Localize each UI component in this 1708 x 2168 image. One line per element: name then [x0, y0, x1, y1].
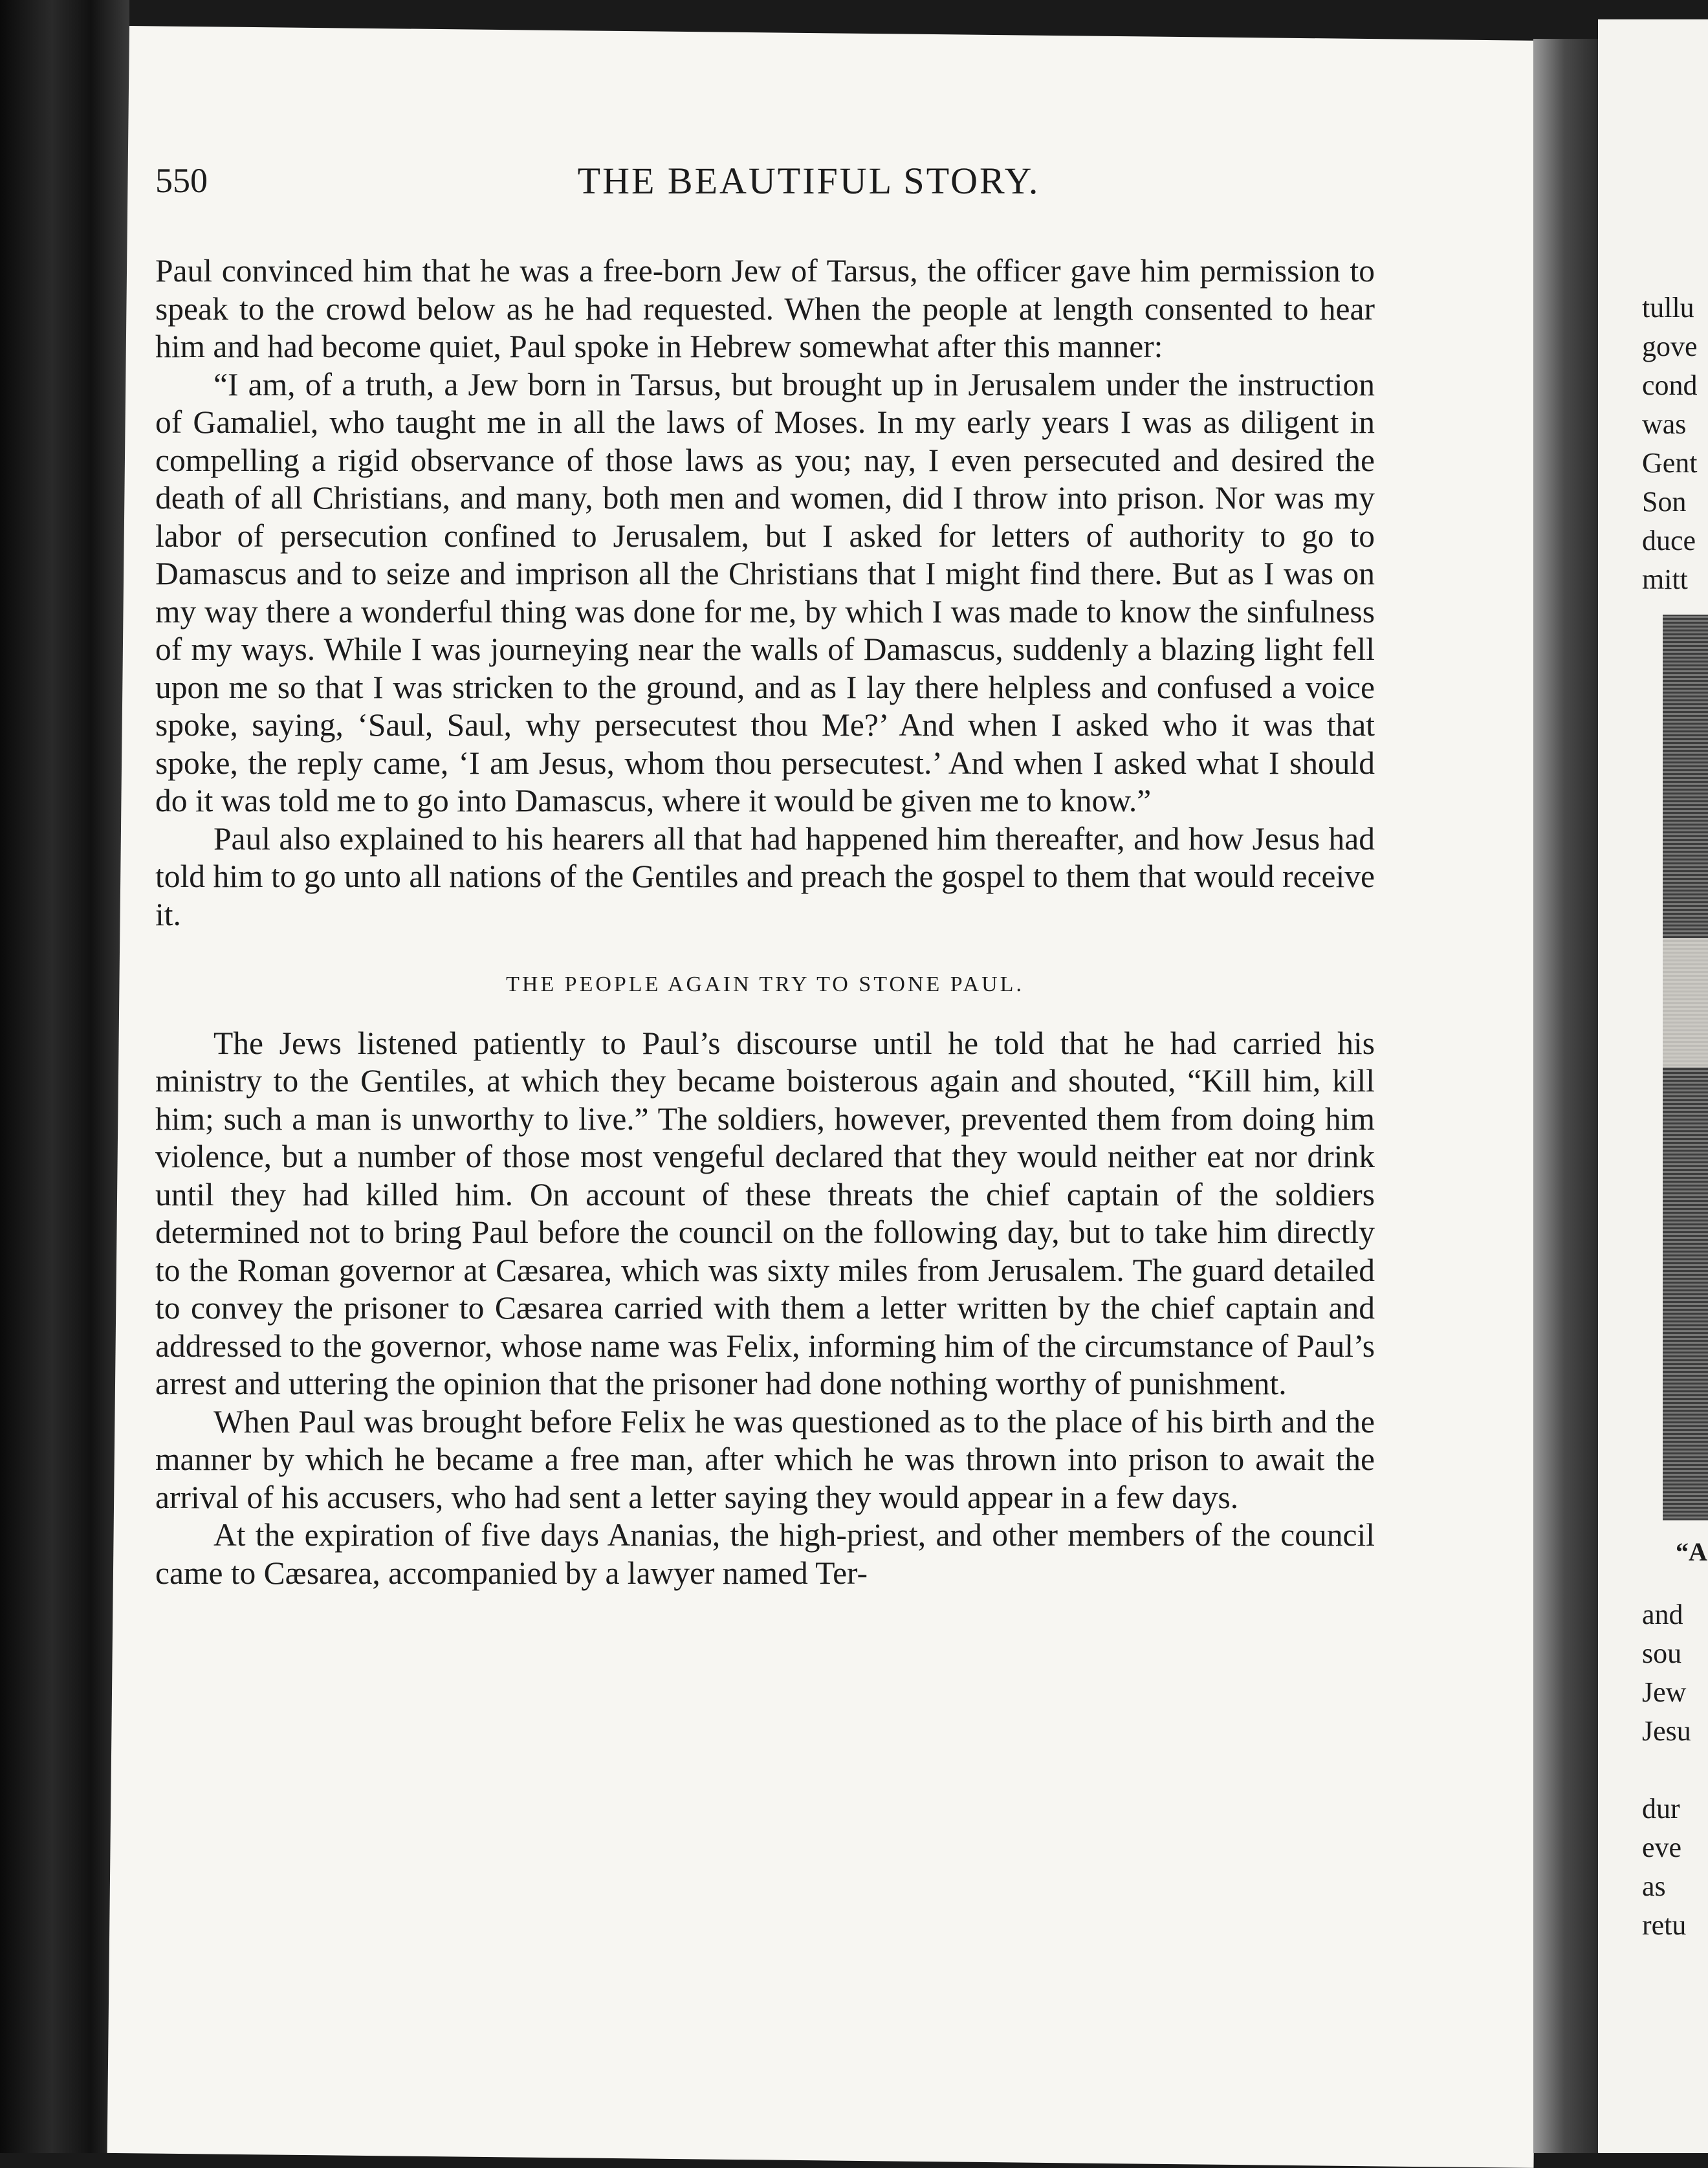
facing-page-line: Jesu [1642, 1715, 1691, 1747]
facing-page-caption: “A [1676, 1537, 1707, 1566]
paragraph: Paul also explained to his hearers all that had happened him thereafter, and how Jesus had told him to go unto all nations of the Gentiles and preach the gospel to them that would receive it. [155, 820, 1375, 932]
facing-page-line: Son [1642, 486, 1687, 518]
paragraph: At the expiration of five days Ananias, the high-priest, and other members of the council came to Cæsarea, accompanied by a lawyer named Ter- [155, 1517, 1375, 1591]
body-text [155, 252, 1375, 1592]
facing-page-line: was [1642, 408, 1687, 440]
paragraph: Paul convinced him that he was a free-born Jew of Tarsus, the officer gave him permission to speak to the crowd below as he had requested. When the people at length consented to hear him and had become quiet, Paul spoke in Hebrew somewhat after this manner: [155, 253, 1375, 364]
paragraph: When Paul was brought before Felix he was questioned as to the place of his birth and the manner by which he became a free man, after which he was thrown into prison to await the arrival of his accusers, who had sent a letter saying they would appear in a few days. [155, 1403, 1375, 1515]
facing-page-line: gove [1642, 331, 1698, 362]
facing-page-line: cond [1642, 369, 1698, 401]
paragraph: The Jews listened patiently to Paul’s discourse until he told that he had carried his ministry to the Gentiles, at which they became boisterous again and shouted, “Kill him, kill him; such a man is unworthy to live.” The soldiers, however, prevented them from doing him violence, but a number of those most vengeful declared that they would neither eat nor drink until they had killed him. On account of these threats the chief captain of the soldiers determined not to bring Paul before the council on the following day, but to take him directly to the Roman governor at Cæsarea, which was sixty miles from Jerusalem. The guard detailed to convey the prisoner to Cæsarea carried with them a letter written by the chief captain and addressed to the governor, whose name was Felix, informing him of the circumstance of Paul’s arrest and uttering the opinion that the prisoner had done nothing worthy of punishment. [155, 1025, 1375, 1401]
page-number: 550 [155, 161, 208, 200]
section-heading: THE PEOPLE AGAIN TRY TO STONE PAUL. [506, 972, 1024, 996]
facing-page-line: Jew [1642, 1676, 1687, 1708]
paragraph: “I am, of a truth, a Jew born in Tarsus, but brought up in Jerusalem under the instruction of Gamaliel, who taught me in all the laws of Moses. In my early years I was as diligent in compelling a rigid observance of those laws as you; nay, I even persecuted and desired the death of all Christians, and many, both men and women, did I throw into prison. Nor was my labor of persecution confined to Jerusalem, but I asked for letters of authority to go to Damascus and to seize and imprison all the Christians that I might find there. But as I was on my way there a wonderful thing was done for me, by which I was made to know the sinfulness of my ways. While I was journeying near the walls of Damascus, suddenly a blazing light fell upon me so that I was stricken to the ground, and as I lay there helpless and confused a voice spoke, saying, ‘Saul, Saul, why persecutest thou Me?’ And when I asked who it was that spoke, the reply came, ‘I am Jesus, whom thou persecutest.’ And when I asked what I should do it was told me to go into Damascus, where it would be given me to know.” [155, 366, 1375, 818]
facing-page-line: retu [1642, 1909, 1687, 1941]
facing-page [1598, 19, 1708, 2153]
facing-page-line: mitt [1642, 564, 1688, 595]
facing-page-line: sou [1642, 1637, 1682, 1669]
facing-page-line: as [1642, 1870, 1666, 1902]
facing-page-line: tullu [1642, 292, 1694, 323]
facing-page-line: Gent [1642, 447, 1698, 479]
facing-page-line: dur [1642, 1793, 1680, 1824]
facing-page-engraving [1663, 615, 1708, 1520]
facing-page-line: eve [1642, 1832, 1682, 1863]
facing-page-engraving-detail [1663, 938, 1708, 1068]
facing-page-line: duce [1642, 525, 1696, 556]
page-header [155, 142, 1385, 220]
running-title: THE BEAUTIFUL STORY. [577, 160, 1040, 202]
facing-page-line: and [1642, 1599, 1683, 1630]
